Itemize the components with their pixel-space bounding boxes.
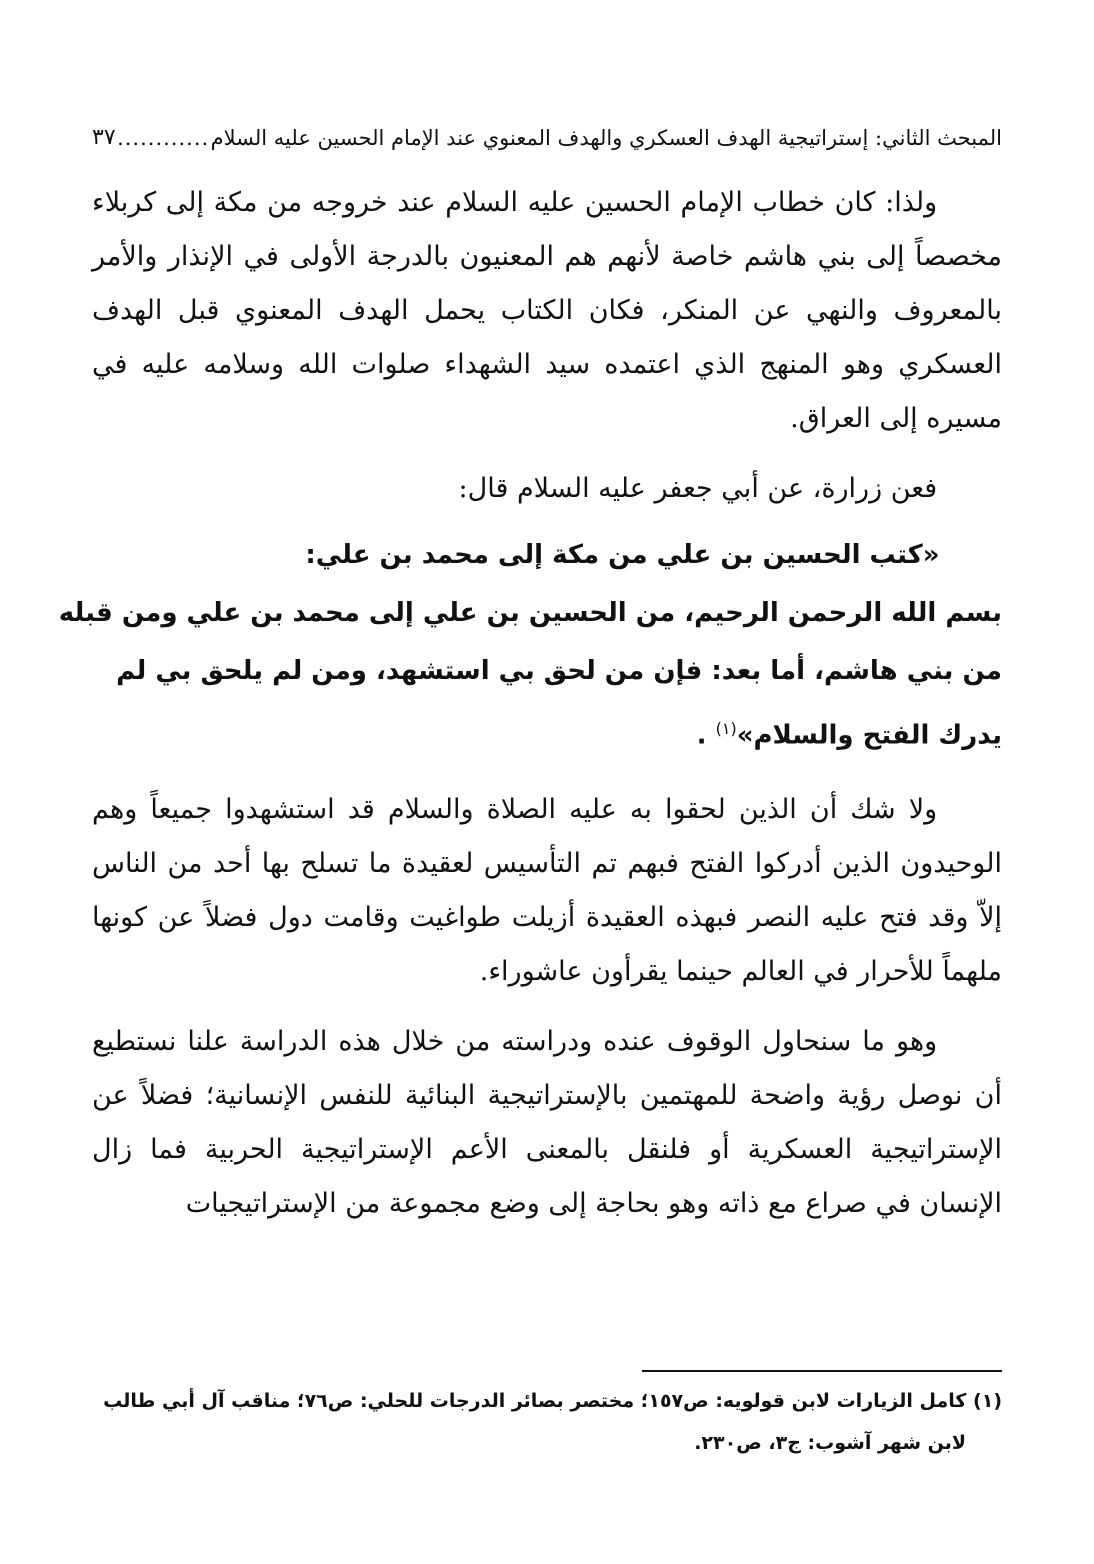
header-title: المبحث الثاني: إستراتيجية الهدف العسكري والهدف المعنوي عند الإمام الحسين عليه السلام — [210, 126, 1002, 150]
footnote-reference: (١) — [715, 719, 737, 738]
hadith-quote — [58, 526, 1002, 765]
header-leader-dots: ............ — [117, 126, 210, 150]
page-number: ٣٧ — [92, 125, 116, 150]
body-text — [58, 176, 1003, 1247]
quote-line-2: بسم الله الرحمن الرحيم، من الحسين بن علي إلى محمد بن علي ومن قبله — [58, 598, 1002, 628]
quote-end-mark: . — [696, 720, 707, 751]
paragraph-2: فعن زرارة، عن أبي جعفر عليه السلام قال: — [458, 473, 938, 504]
running-header — [92, 118, 1002, 158]
footnote-divider — [642, 1370, 1002, 1372]
document-page — [58, 0, 1003, 1564]
paragraph-3: ولا شك أن الذين لحقوا به عليه الصلاة والسلام قد استشهدوا جميعاً وهم الوحيدون الذين أدركوا الفتح فبهم تم التأسيس لعقيدة ما تسلح بها أحد من الناس إلاّ وقد فتح عليه النصر فبهذه العقيدة أزيلت طواغيت وقامت دول فضلاً عن كونها ملهماً للأحرار في العالم حينما يقرأون عاشوراء. — [92, 793, 1002, 987]
quote-line-1: «كتب الحسين بن علي من مكة إلى محمد بن علي: — [305, 540, 940, 570]
paragraph-4: وهو ما سنحاول الوقوف عنده ودراسته من خلال هذه الدراسة علنا نستطيع أن نوصل رؤية واضحة للمهتمين بالإستراتيجية البنائية للنفس الإنسانية؛ فضلاً عن الإستراتيجية العسكرية أو فلنقل بالمعنى الأعم الإستراتيجية الحربية فما زال الإنسان في صراع مع ذاته وهو بحاجة إلى وضع مجموعة من الإستراتيجيات — [92, 1025, 1002, 1219]
quote-line-3: من بني هاشم، أما بعد: فإن من لحق بي استشهد، ومن لم يلحق بي لم — [116, 656, 1002, 686]
footnote-1-line-2: لابن شهر آشوب: ج٣، ص٢٣٠. — [694, 1432, 966, 1454]
footnote-1-line-1: (١) كامل الزيارات لابن قولويه: ص١٥٧؛ مختصر بصائر الدرجات للحلي: ص٧٦؛ مناقب آل أبي طالب — [103, 1390, 1002, 1412]
quote-line-4-text: يدرك الفتح والسلام» — [736, 720, 1002, 751]
paragraph-1: ولذا: كان خطاب الإمام الحسين عليه السلام عند خروجه من مكة إلى كربلاء مخصصاً إلى بني هاشم خاصة لأنهم هم المعنيون بالدرجة الأولى في الإنذار والأمر بالمعروف والنهي عن المنكر، فكان الكتاب يحمل الهدف المعنوي قبل الهدف العسكري وهو المنهج الذي اعتمده سيد الشهداء صلوات الله وسلامه عليه في مسيره إلى العراق. — [92, 187, 1003, 434]
quote-line-4 — [242, 700, 1002, 765]
footnotes — [92, 1380, 1002, 1464]
